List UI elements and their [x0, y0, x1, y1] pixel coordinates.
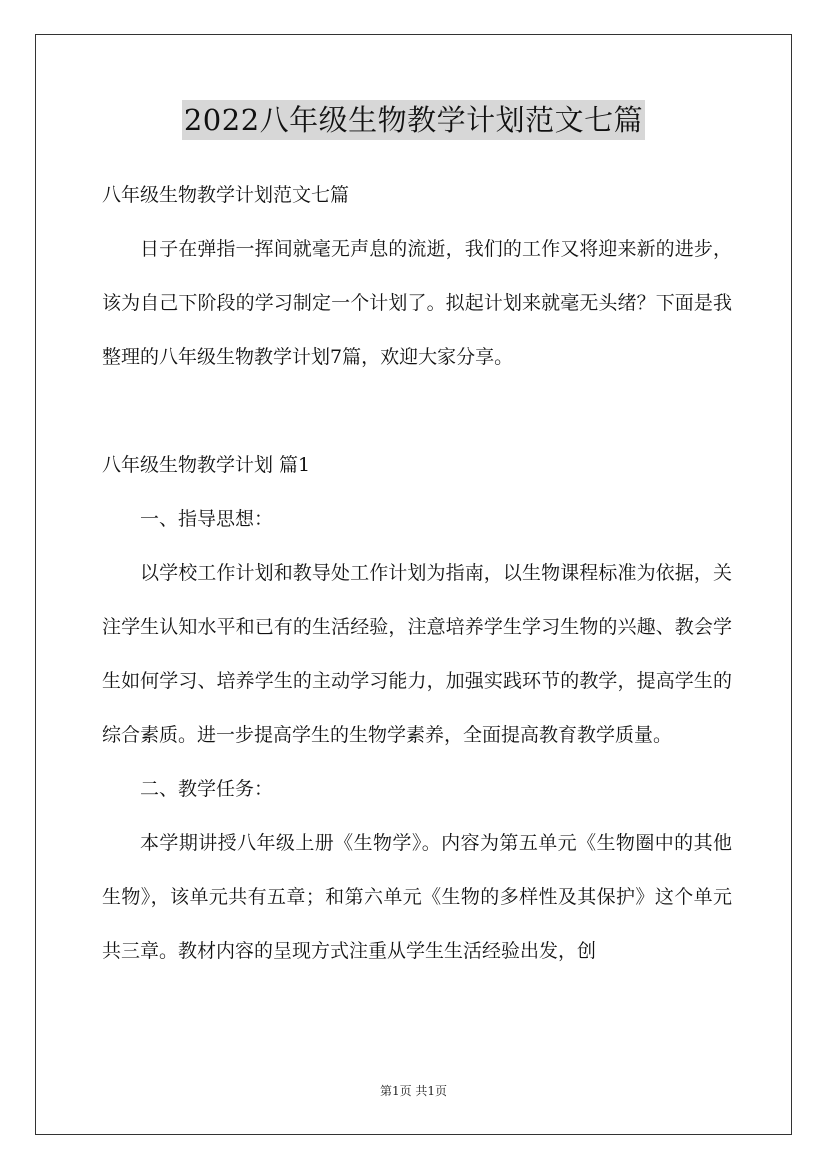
- page-footer: 第1页 共1页: [379, 1084, 448, 1098]
- paragraph-gap: [102, 384, 732, 438]
- subsection-heading-guiding-ideology: 一、指导思想：: [140, 508, 274, 530]
- title-container: [0, 100, 827, 140]
- document-title: 2022八年级生物教学计划范文七篇: [182, 100, 645, 140]
- subsection-heading-teaching-tasks: 二、教学任务：: [140, 778, 274, 800]
- teaching-tasks-paragraph: 本学期讲授八年级上册《生物学》。内容为第五单元《生物圈中的其他生物》，该单元共有五章；和第六单元《生物的多样性及其保护》这个单元共三章。教材内容的呈现方式注重从学生生活经验出发，创: [102, 832, 732, 962]
- intro-paragraph: 日子在弹指一挥间就毫无声息的流逝，我们的工作又将迎来新的进步，该为自己下阶段的学习制定一个计划了。拟起计划来就毫无头绪？下面是我整理的八年级生物教学计划7篇，欢迎大家分享。: [102, 238, 732, 368]
- document-body: [102, 168, 732, 978]
- section-heading: 八年级生物教学计划 篇1: [102, 454, 311, 476]
- guiding-ideology-paragraph: 以学校工作计划和教导处工作计划为指南，以生物课程标准为依据，关注学生认知水平和已有的生活经验，注意培养学生学习生物的兴趣、教会学生如何学习、培养学生的主动学习能力，加强实践环节的教学，提高学生的综合素质。进一步提高学生的生物学素养，全面提高教育教学质量。: [102, 562, 732, 746]
- document-subtitle: 八年级生物教学计划范文七篇: [102, 184, 350, 206]
